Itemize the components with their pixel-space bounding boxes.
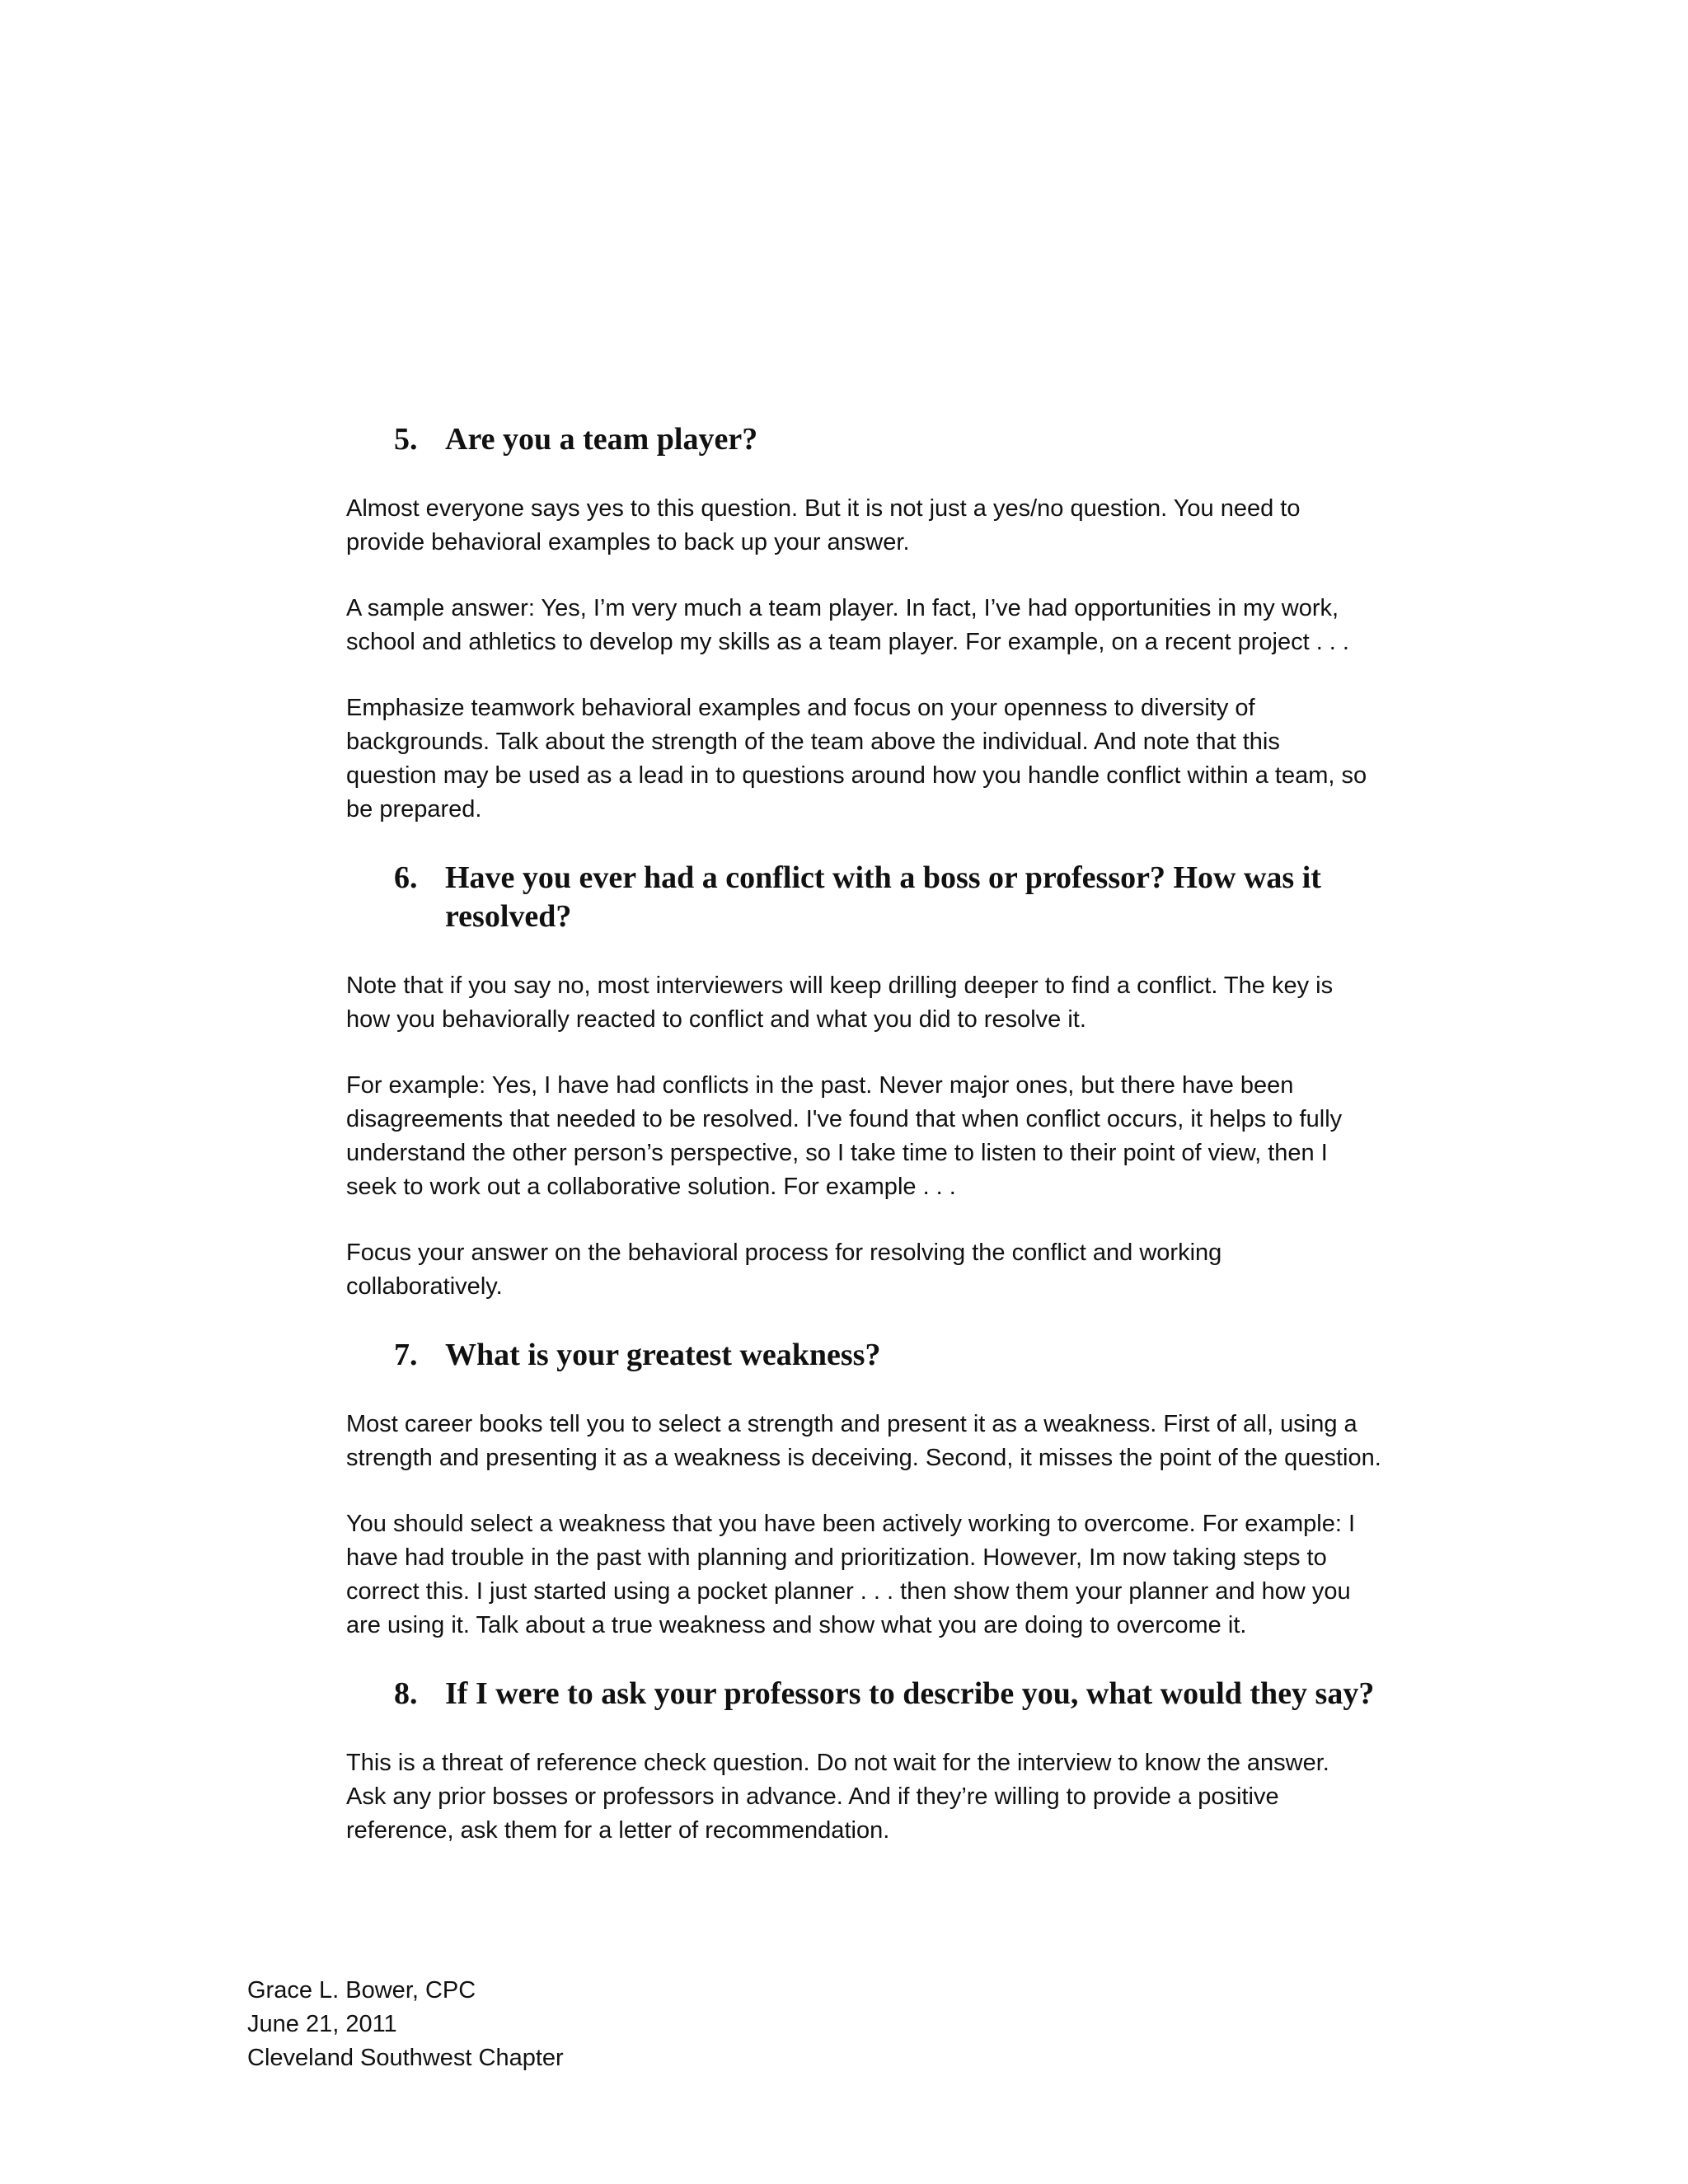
paragraph: Focus your answer on the behavioral process for resolving the conflict and working collaboratively. [346,1240,1222,1300]
question-heading [346,1675,1434,1713]
question-text: Are you a team player? [445,422,758,457]
question-text: Have you ever had a conflict with a boss or professor? How was it resolved? [445,860,1321,934]
question-number: 8. [394,1676,418,1711]
question-number: 5. [394,422,418,457]
paragraph: Note that if you say no, most interviewers will keep drilling deeper to find a conflict. The key is how you behaviorally reacted to conflict and what you did to resolve it. [346,972,1334,1033]
paragraph: You should select a weakness that you have been actively working to overcome. For example: I have had trouble in the past with planning and prioritization. However, Im now taking steps to correct this. I just started using a pocket planner . . . then show them your planner and how you are using it. Talk about a true weakness and show what you are doing to overcome it. [346,1511,1356,1638]
paragraph: Emphasize teamwork behavioral examples and focus on your openness to diversity of backgrounds. Talk about the strength of the team above the individual. And note that this question may be used as a lead in to questions around how you handle conflict within a team, so be prepared. [346,695,1367,823]
footer-chapter: Cleveland Southwest Chapter [247,2045,564,2071]
author-name: Grace L. Bower, CPC [247,1977,476,2004]
paragraph: Almost everyone says yes to this question. But it is not just a yes/no question. You need to provide behavioral examples to back up your answer. [346,495,1301,555]
paragraph: Most career books tell you to select a strength and present it as a weakness. First of all, using a strength and presenting it as a weakness is deceiving. Second, it misses the point of the question. [346,1411,1381,1471]
document-body [346,420,1434,1880]
question-text: What is your greatest weakness? [445,1338,881,1372]
question-heading [346,420,1434,459]
question-number: 7. [394,1338,418,1372]
question-heading [346,859,1434,936]
paragraph: A sample answer: Yes, I’m very much a team player. In fact, I’ve had opportunities in my work, school and athletics to develop my skills as a team player. For example, on a recent project . . . [346,595,1349,655]
question-section-6 [346,859,1434,1304]
question-section-5 [346,420,1434,827]
paragraph: For example: Yes, I have had conflicts in the past. Never major ones, but there have been disagreements that needed to be resolved. I've found that when conflict occurs, it helps to fully understand the other person’s perspective, so I take time to listen to their point of view, then I seek to work out a collaborative solution. For example . . . [346,1072,1343,1200]
footer-date: June 21, 2011 [247,2011,397,2037]
question-number: 6. [394,860,418,895]
question-text: If I were to ask your professors to describe you, what would they say? [445,1676,1375,1711]
author-footer [247,1974,564,2075]
question-section-7 [346,1336,1434,1643]
question-heading [346,1336,1434,1375]
paragraph: This is a threat of reference check question. Do not wait for the interview to know the answer. Ask any prior bosses or professors in advance. And if they’re willing to provide a positive reference, ask them for a letter of recommendation. [346,1750,1329,1844]
question-section-8 [346,1675,1434,1848]
